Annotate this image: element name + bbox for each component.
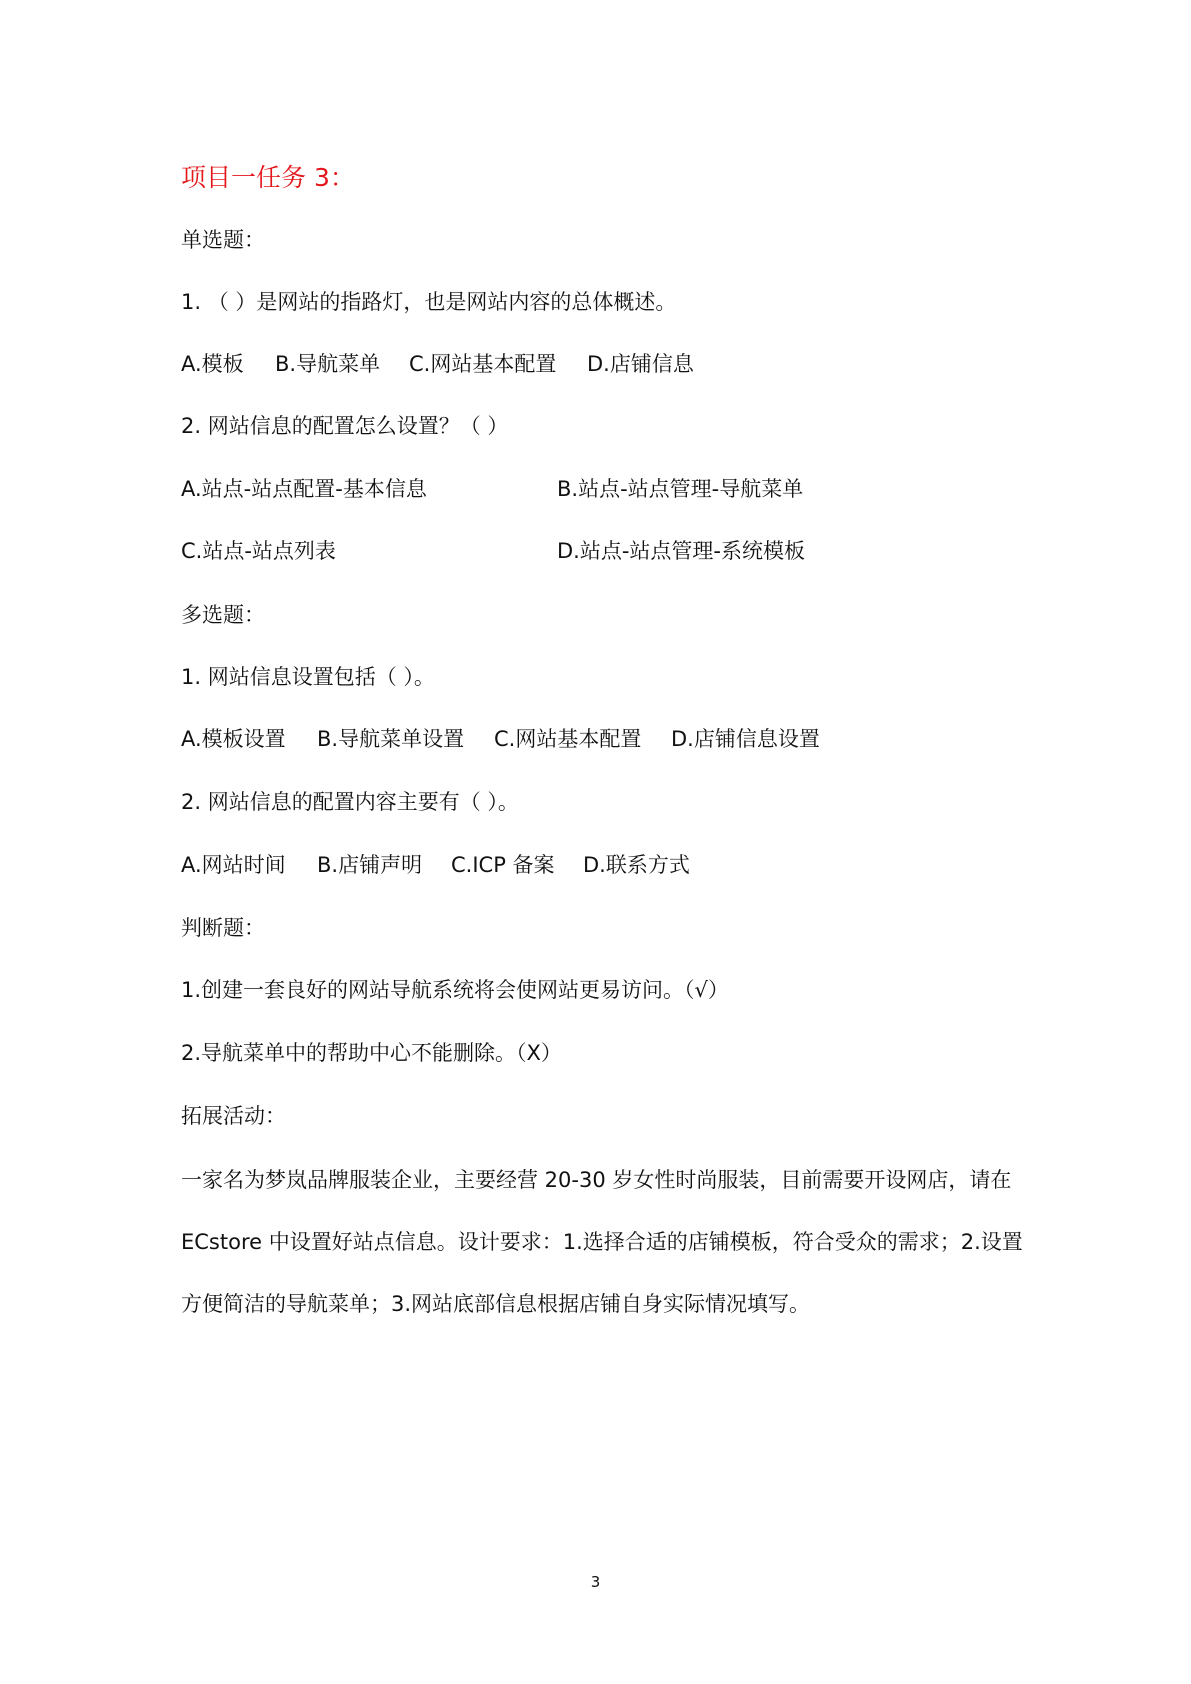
page-number: 3 [590,1573,601,1591]
option-c: C.ICP 备案 [451,853,555,877]
option-d: D.店铺信息 [587,352,694,376]
option-d: D.站点-站点管理-系统模板 [557,539,806,563]
option-c: C.网站基本配置 [409,352,557,376]
option-b: B.店铺声明 [317,853,423,877]
page-title: 项目一任务 3： [181,163,355,192]
option-c: C.网站基本配置 [494,727,642,751]
true-false-q1: 1.创建一套良好的网站导航系统将会使网站更易访问。（√） [181,978,729,1002]
option-a: A.模板 [181,352,244,376]
option-b: B.导航菜单设置 [317,727,465,751]
multi-q1-text: 1. 网站信息设置包括（ ）。 [181,665,435,689]
multi-choice-heading: 多选题： [181,603,265,627]
option-b: B.导航菜单 [275,352,381,376]
extension-heading: 拓展活动： [181,1104,286,1128]
extension-line-2: ECstore 中设置好站点信息。设计要求：1.选择合适的店铺模板，符合受众的需求；2.设置 [181,1230,1023,1254]
option-a: A.站点-站点配置-基本信息 [181,477,427,501]
extension-line-3: 方便简洁的导航菜单；3.网站底部信息根据店铺自身实际情况填写。 [181,1292,811,1316]
option-d: D.店铺信息设置 [671,727,820,751]
single-choice-heading: 单选题： [181,228,265,252]
single-q1-text: 1. （ ）是网站的指路灯，也是网站内容的总体概述。 [181,290,677,314]
true-false-heading: 判断题： [181,916,265,940]
option-c: C.站点-站点列表 [181,539,336,563]
single-q2-text: 2. 网站信息的配置怎么设置？（ ） [181,414,509,438]
option-d: D.联系方式 [583,853,690,877]
option-a: A.模板设置 [181,727,286,751]
true-false-q2: 2.导航菜单中的帮助中心不能删除。（X） [181,1041,562,1065]
option-b: B.站点-站点管理-导航菜单 [557,477,804,501]
extension-line-1: 一家名为梦岚品牌服装企业，主要经营 20-30 岁女性时尚服装，目前需要开设网店，请在 [181,1168,1012,1192]
option-a: A.网站时间 [181,853,286,877]
multi-q2-text: 2. 网站信息的配置内容主要有（ ）。 [181,790,519,814]
